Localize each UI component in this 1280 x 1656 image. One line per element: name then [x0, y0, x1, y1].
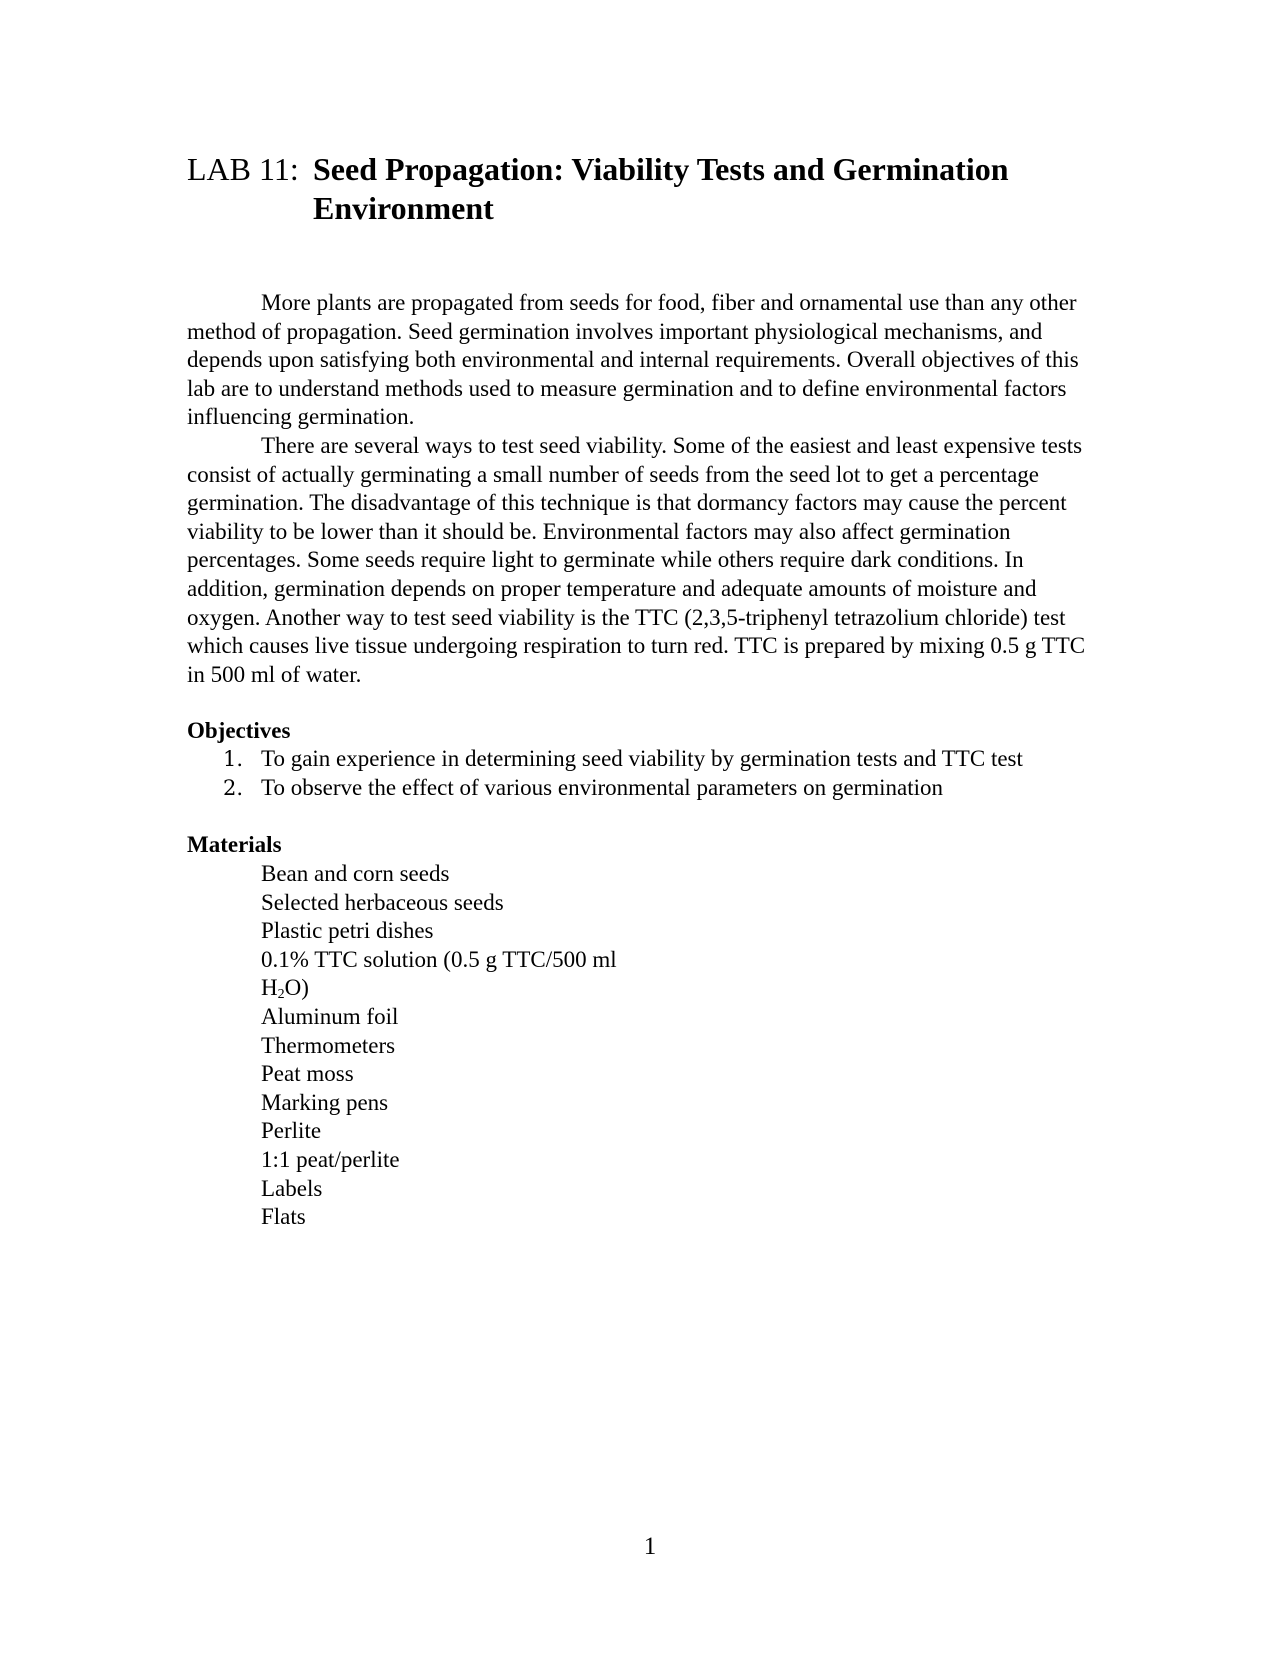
list-item: 0.1% TTC solution (0.5 g TTC/500 ml — [261, 946, 617, 972]
list-item: Labels — [261, 1175, 323, 1201]
water-formula-o: O) — [284, 975, 309, 1001]
objective-text: To gain experience in determining seed viability by germination tests and TTC test — [261, 746, 1023, 771]
materials-heading: Materials — [187, 832, 282, 857]
objective-text: To observe the effect of various environmental parameters on germination — [261, 774, 943, 800]
list-item: Aluminum foil — [261, 1003, 399, 1029]
list-number: 1. — [223, 747, 244, 771]
list-item — [187, 774, 1107, 803]
objectives-heading: Objectives — [187, 718, 291, 743]
materials-list — [261, 860, 681, 1232]
list-item: Perlite — [261, 1118, 322, 1144]
list-item: Flats — [261, 1204, 306, 1230]
page-number: 1 — [643, 1533, 657, 1560]
list-item: Marking pens — [261, 1089, 389, 1115]
list-item — [187, 745, 1107, 774]
introduction — [187, 289, 1107, 689]
water-subscript: 2 — [277, 987, 285, 1003]
list-item: Thermometers — [261, 1032, 396, 1058]
list-number: 2. — [223, 775, 244, 800]
list-item: Peat moss — [261, 1061, 354, 1087]
list-item: Bean and corn seeds — [261, 861, 450, 886]
list-item: Plastic petri dishes — [261, 918, 434, 944]
objectives-list — [187, 745, 1107, 802]
list-item: Selected herbaceous seeds — [261, 889, 504, 915]
intro-paragraph: More plants are propagated from seeds for food, fiber and ornamental use than any other method of propagation. Seed germination involves important physiological mechanisms, and depends upon satisfying both environmental and internal requirements. Overall objectives of this lab are to understand methods used to measure germination and to define environmental factors influencing germination. — [187, 290, 1079, 430]
lab-title-text: Seed Propagation: Viability Tests and Germination Environment — [313, 151, 1009, 226]
lab-number: LAB 11: — [187, 151, 299, 187]
water-formula-h: H — [261, 975, 278, 1001]
list-item — [261, 974, 681, 1003]
viability-paragraph: There are several ways to test seed viability. Some of the easiest and least expensive tests consist of actually germinating a small number of seeds from the seed lot to get a percentage germination. The disadvantage of this technique is that dormancy factors may cause the percent viability to be lower than it should be. Environmental factors may also affect germination percentages. Some seeds require light to germinate while others require dark conditions. In addition, germination depends on proper temperature and adequate amounts of moisture and oxygen. Another way to test seed viability is the TTC (2,3,5-triphenyl tetrazolium chloride) test which causes live tissue undergoing respiration to turn red. TTC is prepared by mixing 0.5 g TTC in 500 ml of water. — [187, 432, 1086, 687]
list-item: 1:1 peat/perlite — [261, 1146, 400, 1172]
